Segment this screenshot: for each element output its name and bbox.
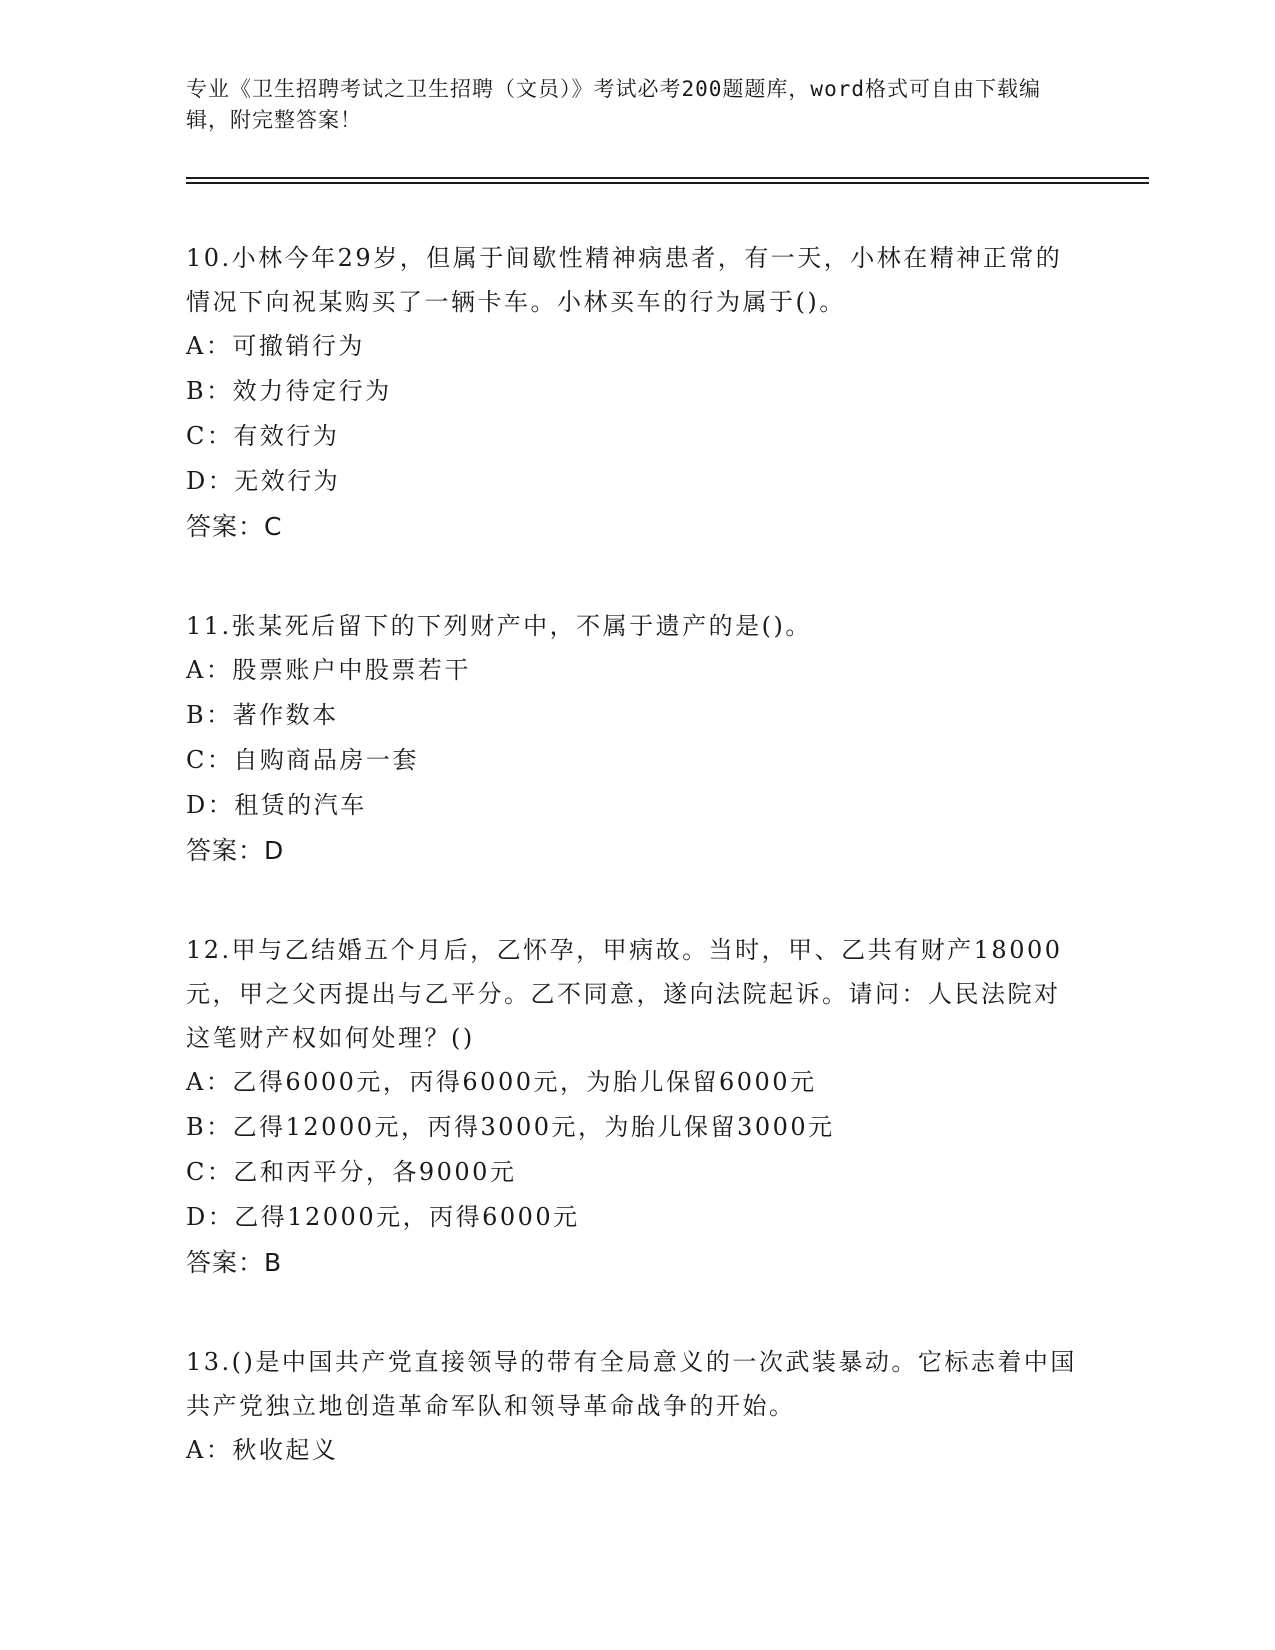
answer: 答案：B [186, 1248, 283, 1277]
option-a: A：可撤销行为 [186, 332, 365, 360]
option-b: B：效力待定行为 [186, 377, 392, 405]
question-10 [186, 236, 1086, 549]
question-12 [186, 928, 1086, 1285]
question-text: 12.甲与乙结婚五个月后，乙怀孕，甲病故。当时，甲、乙共有财产18000元，甲之父丙提出与乙平分。乙不同意，遂向法院起诉。请问：人民法院对这笔财产权如何处理？() [186, 936, 1063, 1052]
option-c: C：自购商品房一套 [186, 746, 419, 774]
question-11 [186, 604, 1086, 873]
option-b: B：著作数本 [186, 701, 339, 729]
option-a: A：股票账户中股票若干 [186, 656, 471, 684]
option-b: B：乙得12000元，丙得3000元，为胎儿保留3000元 [186, 1113, 835, 1141]
answer: 答案：C [186, 512, 283, 541]
answer: 答案：D [186, 836, 285, 865]
option-c: C：有效行为 [186, 422, 340, 450]
question-13 [186, 1340, 1086, 1473]
question-text: 11.张某死后留下的下列财产中，不属于遗产的是()。 [186, 612, 812, 640]
option-c: C：乙和丙平分，各9000元 [186, 1158, 517, 1186]
header-divider-top [186, 177, 1149, 179]
question-list [186, 236, 1086, 1528]
option-a: A：乙得6000元，丙得6000元，为胎儿保留6000元 [186, 1068, 817, 1096]
option-d: D：无效行为 [186, 467, 341, 495]
header-divider-bottom [186, 182, 1149, 184]
option-d: D：乙得12000元，丙得6000元 [186, 1203, 580, 1231]
option-d: D：租赁的汽车 [186, 791, 367, 819]
option-a: A：秋收起义 [186, 1436, 339, 1464]
question-text: 10.小林今年29岁，但属于间歇性精神病患者，有一天，小林在精神正常的情况下向祝某购买了一辆卡车。小林买车的行为属于()。 [186, 244, 1063, 316]
document-header: 专业《卫生招聘考试之卫生招聘（文员）》考试必考200题题库，word格式可自由下载编辑，附完整答案！ [186, 77, 1041, 132]
question-text: 13.()是中国共产党直接领导的带有全局意义的一次武装暴动。它标志着中国共产党独立地创造革命军队和领导革命战争的开始。 [186, 1348, 1077, 1420]
